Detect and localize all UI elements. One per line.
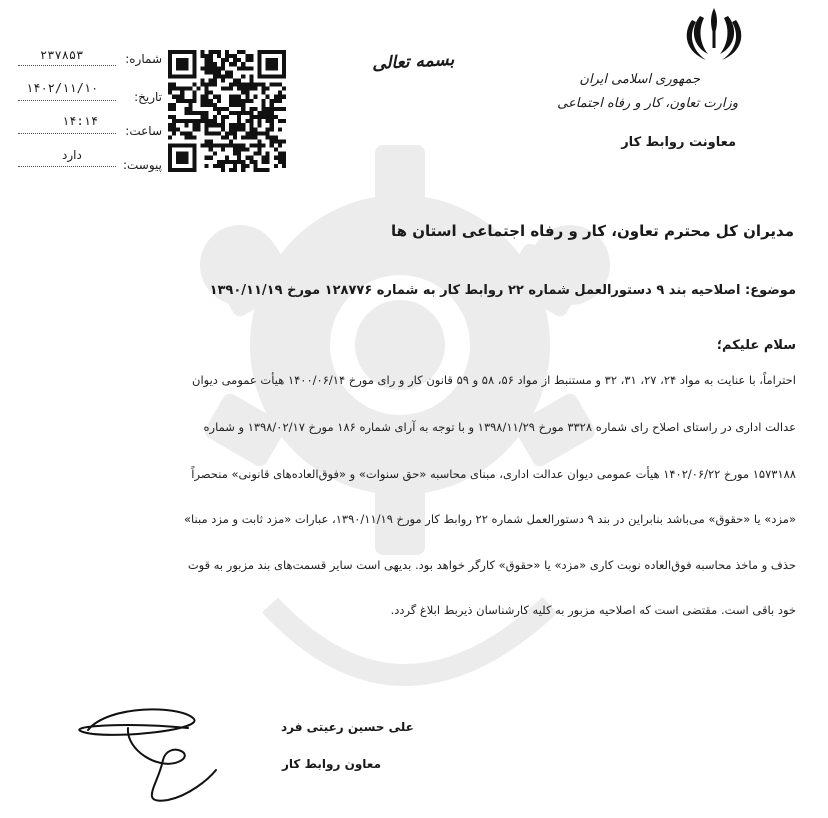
body-line: خود باقی است. مقتضی است که اصلاحیه مزبور به کلیه کارشناسان ذیربط ابلاغ گردد. <box>390 603 796 617</box>
date-underline <box>18 100 116 101</box>
number-value: ۲۳۷۸۵۳ <box>40 48 84 62</box>
greeting: سلام علیکم؛ <box>716 338 796 353</box>
signer-name: علی حسین رعیتی فرد <box>281 720 414 734</box>
time-label: ساعت: <box>125 124 162 138</box>
body-line: ۱۵۷۳۱۸۸ مورخ ۱۴۰۲/۰۶/۲۲ هیأت عمومی دیوان عدالت اداری، مبنای محاسبه «حق سنوات» و «فوق‌العاده‌های قانونی» منحصراً <box>191 467 796 481</box>
signer-title: معاون روابط کار <box>282 757 381 771</box>
number-label: شماره: <box>125 52 162 66</box>
qr-code-icon <box>168 50 286 172</box>
body-line: عدالت اداری در راستای اصلاح رای شماره ۳۳۲۸ مورخ ۱۳۹۸/۱۱/۲۹ و با توجه به آرای شماره ۱۸۶ مورخ ۱۳۹۸/۰۲/۱۷ و شماره <box>203 420 796 434</box>
attachment-label: پیوست: <box>122 158 162 172</box>
recipient-line: مدیران کل محترم تعاون، کار و رفاه اجتماعی استان ها <box>390 222 794 240</box>
body-line: «مزد» یا «حقوق» می‌باشد بنابراین در بند ۹ دستورالعمل شماره ۲۲ روابط کار مورخ ۱۳۹۰/۱۱/۱۹، عبارات «مزد ثابت و مزد مبنا» <box>183 512 796 526</box>
deputyship-heading: معاونت روابط کار <box>621 135 736 150</box>
time-value: ۱۴:۱۴ <box>62 114 99 128</box>
handwritten-signature <box>68 700 218 810</box>
bismillah: بسمه تعالی <box>371 49 455 75</box>
attachment-underline <box>18 166 116 167</box>
date-label: تاریخ: <box>134 90 162 104</box>
subject-line: موضوع: اصلاحیه بند ۹ دستورالعمل شماره ۲۲ روابط کار به شماره ۱۲۸۷۷۶ مورخ ۱۳۹۰/۱۱/۱۹ <box>209 283 796 298</box>
body-line: احتراماً، با عنایت به مواد ۲۴، ۲۷، ۳۱، ۳۲ و مستنبط از مواد ۵۶، ۵۸ و ۵۹ قانون کار و رای مورخ ۱۴۰۰/۰۶/۱۴ هیأت عمومی دیوان <box>192 373 796 387</box>
number-underline <box>18 65 116 66</box>
body-line: حذف و ماخذ محاسبه فوق‌العاده نوبت کاری «مزد» یا «حقوق» کارگر خواهد بود. بدیهی است سایر قسمت‌های بند مزبور به قوت <box>187 558 796 572</box>
time-underline <box>18 133 116 134</box>
attachment-value: دارد <box>62 148 82 162</box>
ministry-heading: وزارت تعاون، کار و رفاه اجتماعی <box>557 96 738 111</box>
iran-emblem-icon <box>678 6 750 64</box>
watermark-emblem <box>150 105 670 795</box>
date-value: ۱۴۰۲/۱۱/۱۰ <box>26 81 99 95</box>
republic-heading: جمهوری اسلامی ایران <box>579 72 700 87</box>
